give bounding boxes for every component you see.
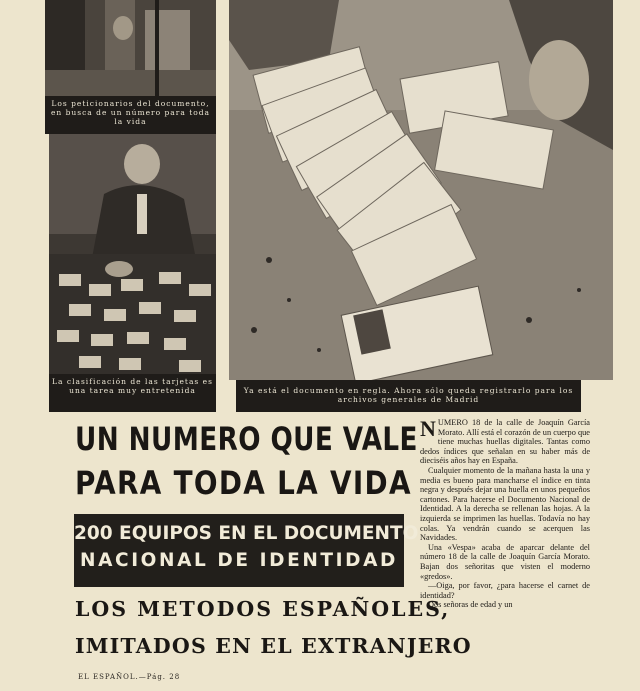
secondary-headline-line-1: LOS METODOS ESPAÑOLES, [75,597,451,621]
photo-documents-image [229,0,613,380]
article-paragraph-3: Una «Vespa» acaba de aparcar delante del número 18 de la calle de Joaquín García Morato. Bajan dos señoritas que visten el moderno «gredos». [420,542,590,581]
headline-line-1: UN NUMERO QUE VALE [75,420,418,458]
caption-card-sorting-text: La clasificación de las tarjetas es una tarea muy entretenida [52,377,213,395]
caption-documents-text: Ya está el documento en regla. Ahora sólo queda registrarlo para los archivos generales de Madrid [243,386,574,404]
article-paragraph-2: Cualquier momento de la mañana hasta la una y media es bueno para mancharse el índice en tinta negra y después dejar una huella en unos pequeños cartones. Para hacerse el Documento Nacional de Identidad. A la derecha se rellenan las hojas. A la izquierda se imprimen las huellas. Todavía no hay colas. Ya vendrán cuando se acerquen las Navidades. [420,465,590,543]
article-paragraph-1 [420,418,590,466]
article-paragraph-5: Dos señoras de edad y un [428,600,513,610]
secondary-headline-line-2: IMITADOS EN EL EXTRANJERO [75,634,472,658]
article-paragraph-4: —Oiga, por favor, ¿para hacerse el carnet de identidad? [420,581,590,600]
page-footer: EL ESPAÑOL.—Pág. 28 [78,673,181,681]
photo-card-sorting-image [49,134,216,374]
photo-card-sorting [49,134,216,374]
subhead-band [74,514,419,587]
caption-card-sorting [49,374,216,412]
article-column [420,418,590,610]
drop-cap: N [420,416,436,441]
caption-documents [236,380,581,412]
article-paragraph-1-text: UMERO 18 de la calle de Joaquín García Morato. Allí está el corazón de un cuerpo que tiene muchas huellas digitales. Tantas como dedos índices que señalan en su haber más de dieciséis años hay en España. [420,418,590,466]
subhead-line-1: 200 EQUIPOS EN EL DOCUMENTO [74,523,419,544]
caption-applicants [45,96,216,134]
photo-documents [229,0,613,380]
photo-applicants [45,0,216,96]
caption-applicants-text: Los peticionarios del documento, en busca de un número para toda la vida [50,99,211,126]
photo-applicants-image [45,0,216,96]
subhead-line-2: NACIONAL DE IDENTIDAD [80,550,398,571]
headline-line-2: PARA TODA LA VIDA [75,464,412,502]
